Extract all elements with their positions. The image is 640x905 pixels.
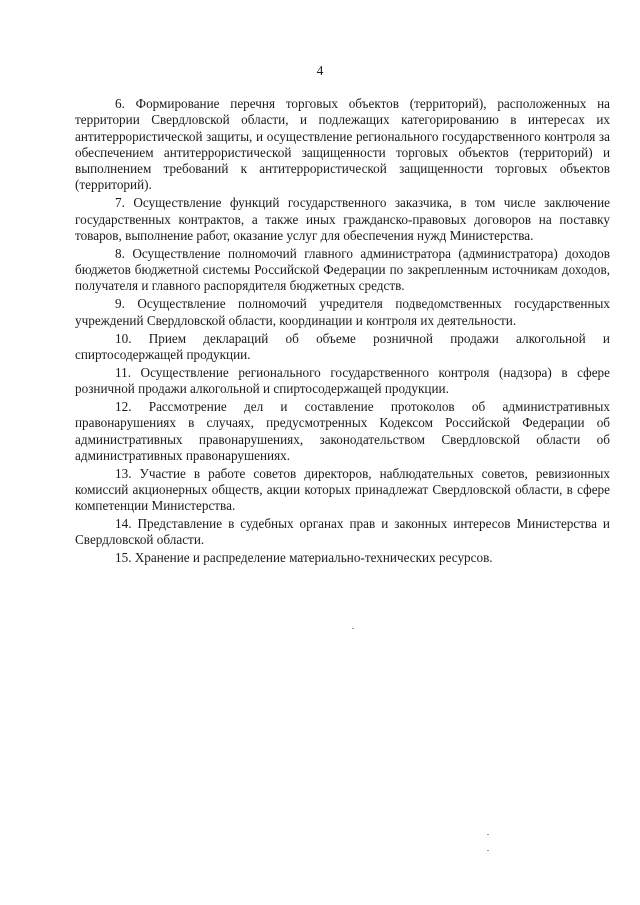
paragraph-14: 14. Представление в судебных органах прав и законных интересов Министерства и Свердловской области.: [75, 516, 610, 548]
document-body: [75, 96, 610, 568]
paragraph-7: 7. Осуществление функций государственного заказчика, в том числе заключение государственных контрактов, а также иных гражданско-правовых договоров на поставку товаров, выполнение работ, оказание услуг для обеспечения нужд Министерства.: [75, 195, 610, 243]
paragraph-15: 15. Хранение и распределение материально-технических ресурсов.: [115, 550, 493, 566]
paragraph-13: 13. Участие в работе советов директоров, наблюдательных советов, ревизионных комиссий акционерных обществ, акции которых принадлежат Свердловской области, в сфере компетенции Министерства.: [75, 465, 610, 514]
paragraph-11: 11. Осуществление регионального государственного контроля (надзора) в сфере розничной продажи алкогольной и спиртосодержащей продукции.: [75, 364, 610, 397]
paragraph-9: 9. Осуществление полномочий учредителя подведомственных государственных учреждений Свердловской области, координации и контроля их деятельности.: [75, 296, 610, 328]
page-number: 4: [316, 63, 324, 78]
paragraph-8: 8. Осуществление полномочий главного администратора (администратора) доходов бюджетов бюджетной системы Российской Федерации по закрепленным источникам доходов, получателя и главного распорядителя бюджетных средств.: [75, 245, 610, 294]
paragraph-12: 12. Рассмотрение дел и составление протоколов об административных правонарушениях в случаях, предусмотренных Кодексом Российской Федерации об административных правонарушениях, законодательством Свердловской области об административных правонарушениях.: [75, 398, 610, 463]
scan-speck: [352, 628, 354, 629]
paragraph-10: 10. Прием деклараций об объеме розничной продажи алкогольной и спиртосодержащей продукции.: [75, 330, 610, 362]
scan-speck: [487, 834, 489, 835]
scan-speck: [487, 850, 489, 851]
paragraph-6: 6. Формирование перечня торговых объектов (территорий), расположенных на территории Свердловской области, и подлежащих категорированию в интересах их антитеррористической защиты, и осуществление регионального государственного контроля за обеспечением антитеррористической защищенности торговых объектов (территорий) и выполнением требований к антитеррористической защищенности торговых объектов (территорий).: [75, 96, 610, 193]
